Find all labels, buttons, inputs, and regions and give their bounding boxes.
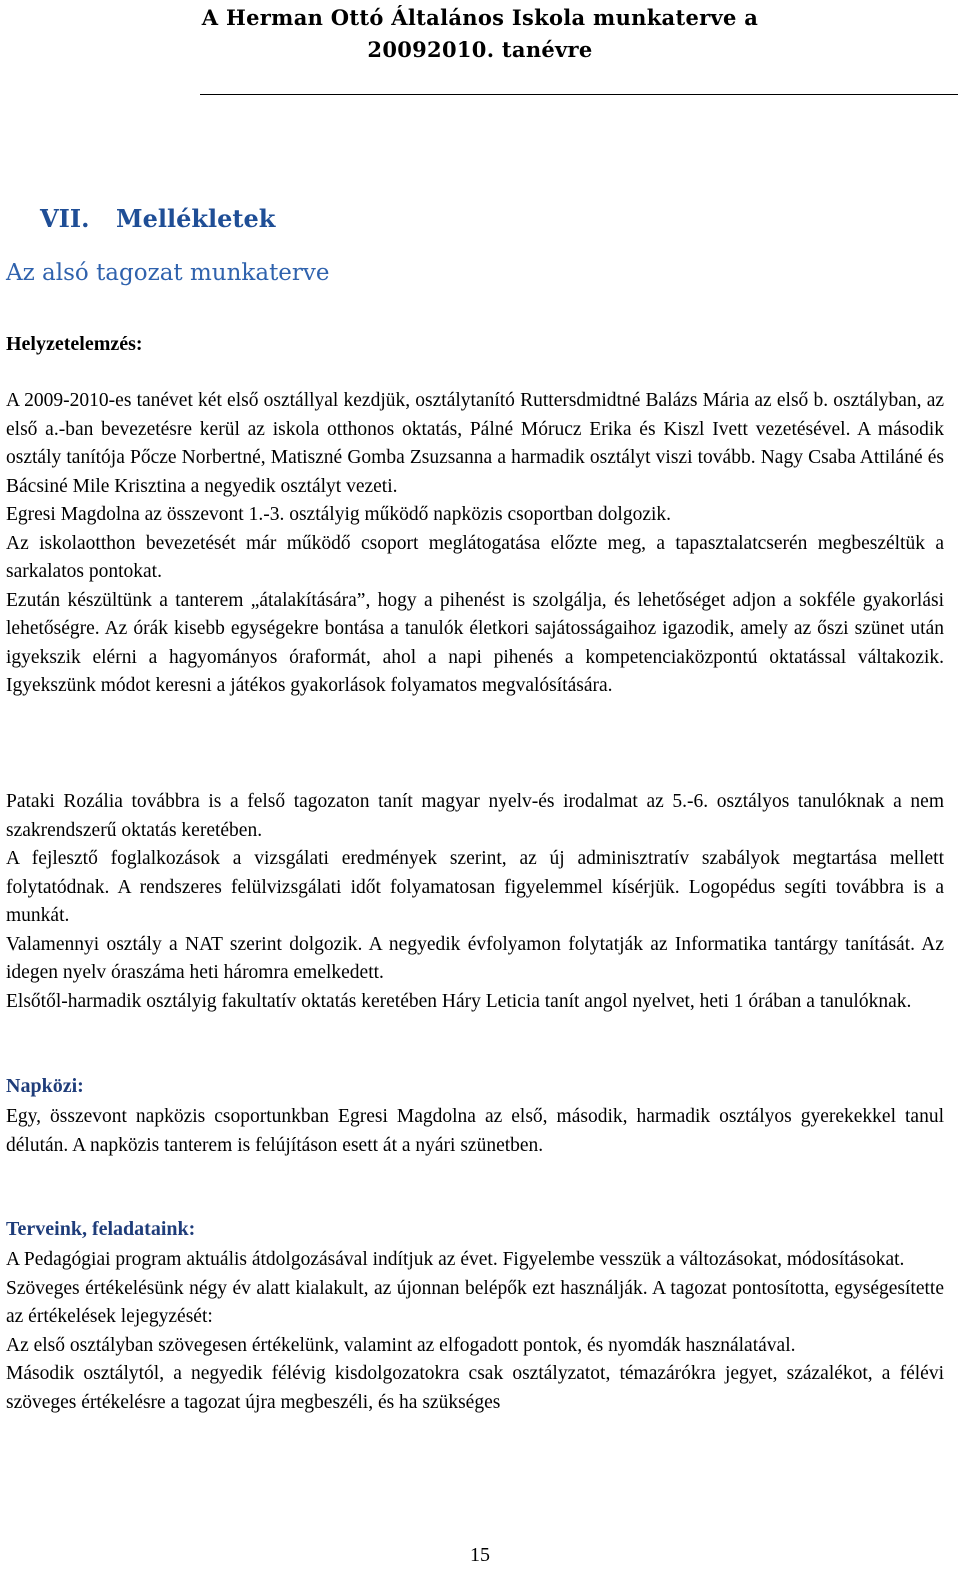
terveink-label: Terveink, feladataink: <box>6 1218 196 1240</box>
napkozi-label: Napközi: <box>6 1075 84 1097</box>
paragraph: Egy, összevont napközis csoportunkban Egresi Magdolna az első, második, harmadik osztályos gyerekekkel tanul délután. A napközis tanterem is felújításon esett át a nyári szünetben. <box>6 1106 944 1156</box>
paragraph: A Pedagógiai program aktuális átdolgozásával indítjuk az évet. Figyelembe vesszük a változásokat, módosításokat. <box>6 1249 905 1270</box>
terveink-text <box>6 1246 944 1417</box>
header-line-2: 20092010. tanévre <box>367 37 593 62</box>
paragraph: Valamennyi osztály a NAT szerint dolgozik. A negyedik évfolyamon folytatják az Informatika tantárgy tanítását. Az idegen nyelv óraszáma heti háromra emelkedett. <box>6 933 944 983</box>
page-number: 15 <box>470 1544 490 1566</box>
paragraph: A 2009-2010-es tanévet két első osztállyal kezdjük, osztálytanító Ruttersdmidtné Balázs Mária az első b. osztályban, az első a.-ban bevezetésre kerül az iskola otthonos oktatás, Pálné Mórucz Erika és Kiszl Ivett vezetésével. A második osztály tanítója Pőcze Norbertné, Matiszné Gomba Zsuzsanna a harmadik osztályt viszi tovább. Nagy Csaba Attiláné és Bácsiné Mile Krisztina a negyedik osztályt vezeti. <box>6 390 944 497</box>
document-header <box>0 0 960 66</box>
header-line-1: A Herman Ottó Általános Iskola munkaterve a <box>201 5 759 30</box>
paragraph: Pataki Rozália továbbra is a felső tagozaton tanít magyar nyelv-és irodalmat az 5.-6. osztályos tanulóknak a nem szakrendszerű oktatás keretében. <box>6 791 944 841</box>
napkozi-text <box>6 1103 944 1160</box>
paragraph: Ezután készültünk a tanterem „átalakítására”, hogy a pihenést is szolgálja, és lehetőséget adjon a sokféle gyakorlási lehetőségre. Az órák kisebb egységekre bontása a tanulók életkori sajátosságaihoz igazodik, amely az őszi szünet után igyekszik elérni a hagyományos óraformát, ahol a napi pihenés a kompetenciaközpontú oktatással váltakozik. Igyekszünk módot keresni a játékos gyakorlások folyamatos megvalósítására. <box>6 589 944 696</box>
section-subtitle: Az alsó tagozat munkaterve <box>6 260 330 286</box>
paragraph: Elsőtől-harmadik osztályig fakultatív oktatás keretében Háry Leticia tanít angol nyelvet, heti 1 órában a tanulóknak. <box>6 990 912 1012</box>
paragraph: Az iskolaotthon bevezetését már működő csoport meglátogatása előzte meg, a tapasztalatcserén megbeszéltük a sarkalatos pontokat. <box>6 532 944 582</box>
helyzetelemzes-label: Helyzetelemzés: <box>6 333 143 355</box>
chapter-number: VII. <box>40 204 90 233</box>
helyzetelemzes-text-2 <box>6 788 944 1016</box>
header-divider <box>200 94 958 95</box>
chapter-title: Mellékletek <box>116 204 276 233</box>
paragraph: A fejlesztő foglalkozások a vizsgálati eredmények szerint, az új adminisztratív szabályok megtartása mellett folytatódnak. A rendszeres felülvizsgálati időt folyamatosan figyelemmel kísérjük. Logopédus segíti továbbra is a munkát. <box>6 848 944 926</box>
helyzetelemzes-text <box>6 387 944 701</box>
chapter-heading <box>40 204 275 233</box>
paragraph: Szöveges értékelésünk négy év alatt kialakult, az újonnan belépők ezt használják. A tagozat pontosította, egységesítette az értékelések lejegyzését: <box>6 1277 944 1327</box>
paragraph: Második osztálytól, a negyedik félévig kisdolgozatokra csak osztályzatot, témazárókra jegyet, százalékot, a félévi szöveges értékelésre a tagozat újra megbeszéli, és ha szükséges <box>6 1363 944 1413</box>
paragraph: Az első osztályban szövegesen értékelünk, valamint az elfogadott pontok, és nyomdák használatával. <box>6 1334 796 1356</box>
paragraph: Egresi Magdolna az összevont 1.-3. osztályig működő napközis csoportban dolgozik. <box>6 504 672 525</box>
